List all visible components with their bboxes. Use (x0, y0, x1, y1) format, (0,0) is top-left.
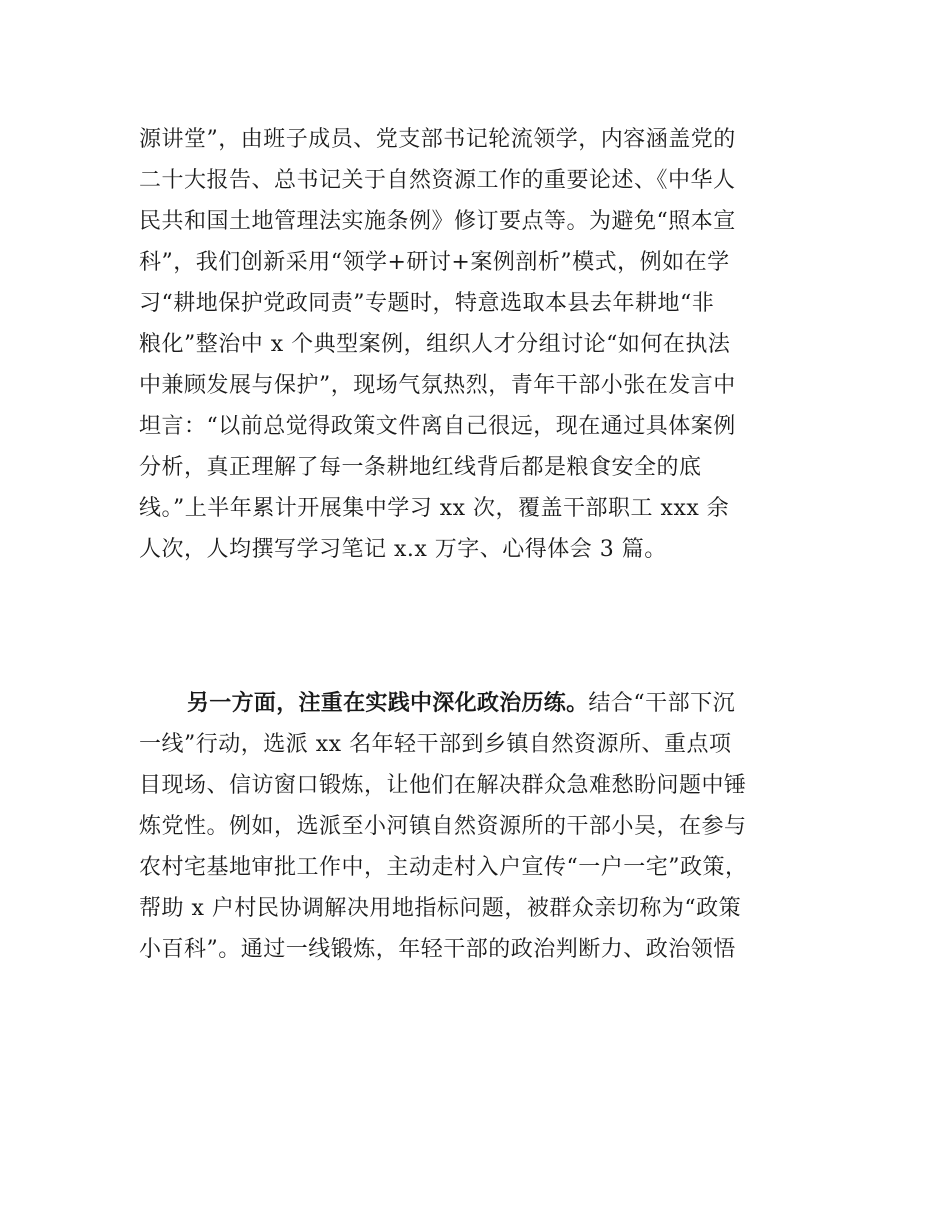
paragraph-lead-heading: 另一方面，注重在实践中深化政治历练。 (187, 691, 589, 716)
text-line: 线。”上半年累计开展集中学习 xx 次，覆盖干部职工 xxx 余 (139, 496, 730, 521)
text-line: 炼党性。例如，选派至小河镇自然资源所的干部小吴，在参与 (139, 814, 747, 839)
text-line: 人次，人均撰写学习笔记 x.x 万字、心得体会 3 篇。 (139, 537, 667, 562)
paragraph-lead-rest: 结合“干部下沉 (588, 691, 736, 716)
text-line: 源讲堂”，由班子成员、党支部书记轮流领学，内容涵盖党的 (139, 127, 736, 152)
text-line: 帮助 x 户村民协调解决用地指标问题，被群众亲切称为“政策 (139, 896, 742, 921)
text-line: 中兼顾发展与保护”，现场气氛热烈，青年干部小张在发言中 (139, 373, 736, 398)
paragraph-practice (139, 683, 819, 970)
text-line: 小百科”。通过一线锻炼，年轻干部的政治判断力、政治领悟 (139, 937, 736, 962)
text-line: 习“耕地保护党政同责”专题时，特意选取本县去年耕地“非 (139, 291, 715, 316)
text-line: 二十大报告、总书记关于自然资源工作的重要论述、《中华人 (139, 168, 736, 193)
text-line: 农村宅基地审批工作中，主动走村入户宣传“一户一宅”政策， (139, 855, 748, 880)
text-line: 科”，我们创新采用“领学+研讨+案例剖析”模式，例如在学 (139, 250, 730, 275)
text-line-first (139, 683, 819, 724)
text-line: 分析，真正理解了每一条耕地红线背后都是粮食安全的底 (139, 455, 702, 480)
text-line: 目现场、信访窗口锻炼，让他们在解决群众急难愁盼问题中锤 (139, 773, 747, 798)
text-line: 粮化”整治中 x 个典型案例，组织人才分组讨论“如何在执法 (139, 332, 731, 357)
text-line: 一线”行动，选派 xx 名年轻干部到乡镇自然资源所、重点项 (139, 732, 732, 757)
text-line: 民共和国土地管理法实施条例》修订要点等。为避免“照本宣 (139, 209, 736, 234)
paragraph-study (139, 119, 819, 570)
text-line: 坦言：“以前总觉得政策文件离自己很远，现在通过具体案例 (139, 414, 736, 439)
